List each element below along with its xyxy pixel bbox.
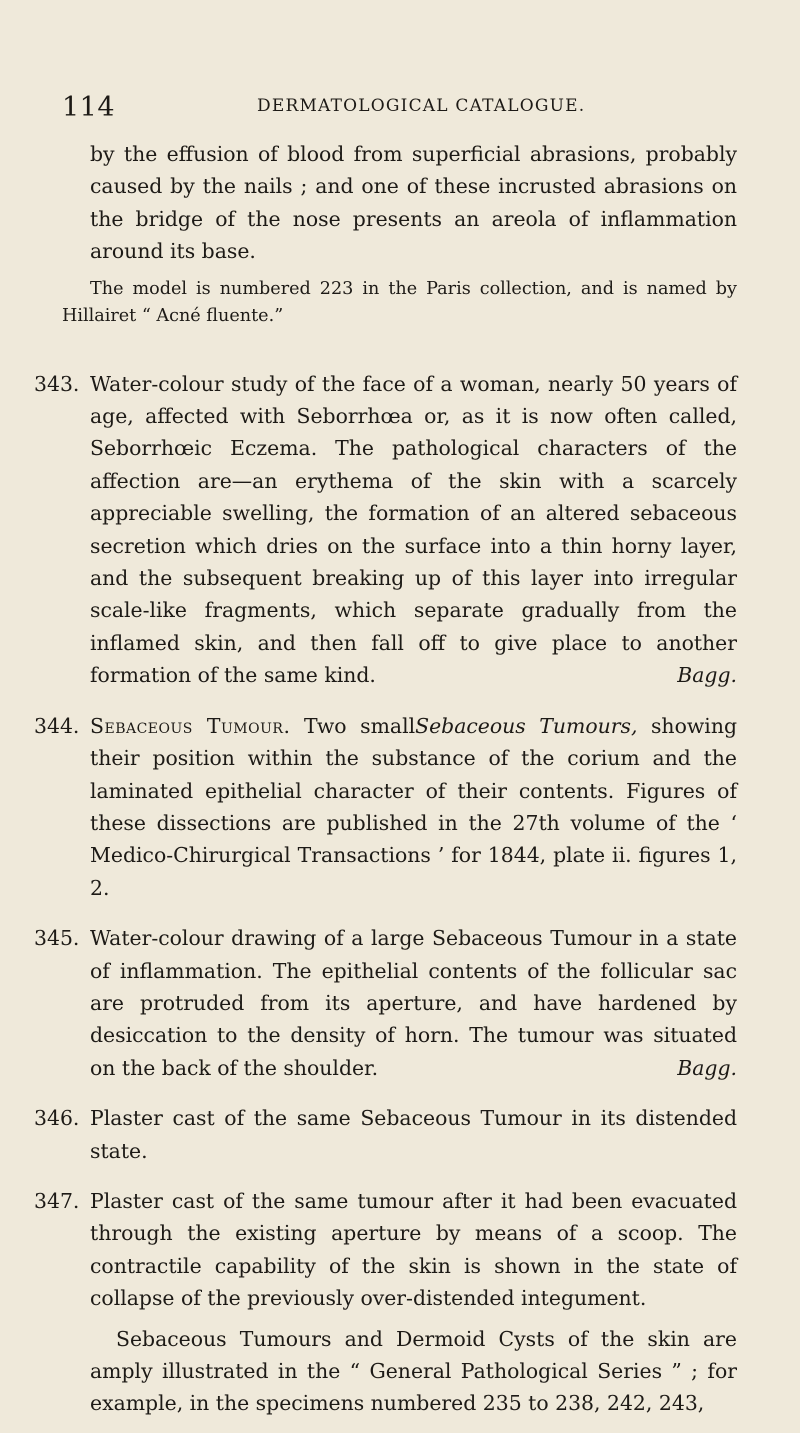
page-content [34,138,738,1420]
catalogue-entry-344 [34,710,738,904]
catalogue-entry-346 [34,1102,737,1167]
entry-text: Plaster cast of the same Sebaceous Tumour in its distended state. [90,1106,737,1163]
entry-text: Water-colour drawing of a large Sebaceous Tumour in a state of inflammation. The epithelial contents of the follicular sac are protruded from its aperture, and have hardened by desiccation to the density of horn. The tumour was situated on the back of the shoulder. [90,926,737,1080]
entry-reference: Bagg. [677,1055,737,1080]
entry-text: Plaster cast of the same tumour after it had been evacuated through the existing aperture by means of a scoop. The contractile capability of the skin is shown in the state of collapse of the previously over-distended integument. [90,1188,737,1311]
continuation-paragraph: by the effusion of blood from superficial abrasions, probably caused by the nails ; and one of these incrusted abrasions on the bridge of the nose presents an areola of inflammation around its base. [90,142,737,264]
catalogue-entry-345 [34,922,737,1084]
entry-number: 343. [34,371,80,396]
entry-text: Water-colour study of the face of a woman, nearly 50 years of age, affected with Seborrhœa or, as it is now often called, Seborrhœic Eczema. The pathological characters of the affection are—an erythema of the skin with a scarcely appreciable swelling, the formation of an altered sebaceous secretion which dries on the surface into a thin horny layer, and the subsequent breaking up of this layer into irregular scale-like fragments, which separate gradually from the inflamed skin, and then fall off to give place to another formation of the same kind. [90,371,737,688]
running-head: DERMATOLOGICAL CATALOGUE. [257,96,586,116]
closing-paragraph: Sebaceous Tumours and Dermoid Cysts of the skin are amply illustrated in the “ General Pathological Series ” ; for example, in the specimens numbered 235 to 238, 242, 243, [90,1326,737,1416]
catalogue-entry-347 [34,1185,737,1315]
entry-number: 344. [34,713,80,738]
catalogue-entry-343 [34,368,737,692]
entry-text-pre: Two small [303,713,416,738]
model-note: The model is numbered 223 in the Paris collection, and is named by Hillairet “ Acné fluente.” [62,278,737,326]
page-number: 114 [62,92,116,123]
entry-number: 345. [34,926,80,951]
entry-italic-term: Sebaceous Tumours, [415,713,638,738]
entry-text: showing their position within the substance of the corium and the laminated epithelial character of their contents. Figures of these dissections are published in the 27th volume of the ‘ Medico-Chirurgical Transactions ’ for 1844, plate ii. figures 1, 2. [90,713,738,900]
entry-number: 347. [34,1188,80,1213]
entry-title: Sebaceous Tumour. [90,713,291,738]
page-header [62,92,726,122]
entry-reference: Bagg. [677,663,737,688]
entry-number: 346. [34,1106,80,1131]
